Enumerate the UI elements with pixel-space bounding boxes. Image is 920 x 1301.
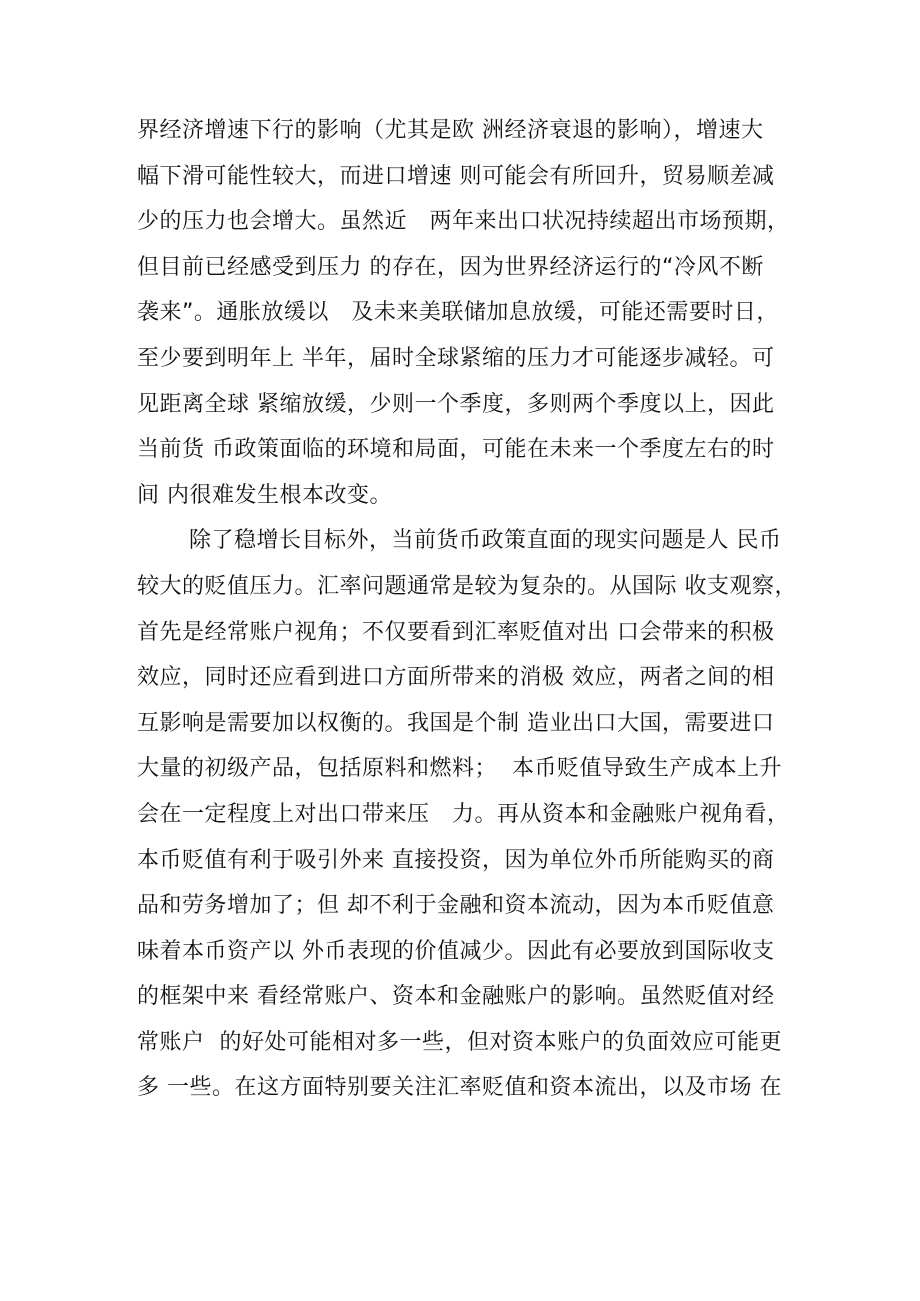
text-line: 但目前已经感受到压力 的存在，因为世界经济运行的“冷风不断 <box>137 254 764 280</box>
text-line: 首先是经常账户视角；不仅要看到汇率贬值对出 口会带来的积极 <box>137 619 775 645</box>
text-line: 的框架中来 看经常账户、资本和金融账户的影响。虽然贬值对经 <box>137 984 775 1010</box>
text-line: 幅下滑可能性较大，而进口增速 则可能会有所回升，贸易顺差减 <box>137 163 775 189</box>
text-line: 至少要到明年上 半年，届时全球紧缩的压力才可能逐步减轻。可 <box>137 345 775 371</box>
text-line: 本币贬值有利于吸引外来 直接投资，因为单位外币所能购买的商 <box>137 847 775 873</box>
text-line: 少的压力也会增大。虽然近 两年来出口状况持续超出市场预期， <box>137 209 790 235</box>
text-line: 常账户 的好处可能相对多一些，但对资本账户的负面效应可能更 <box>137 1029 782 1055</box>
text-line: 会在一定程度上对出口带来压 力。再从资本和金融账户视角看， <box>137 801 790 827</box>
text-line: 较大的贬值压力。汇率问题通常是较为复杂的。从国际 收支观察， <box>137 573 797 599</box>
text-line: 味着本币资产以 外币表现的价值减少。因此有必要放到国际收支 <box>137 938 775 964</box>
paragraph-2 <box>137 518 797 1111</box>
body-text <box>137 108 797 1111</box>
paragraph-1 <box>137 108 797 518</box>
text-line: 效应，同时还应看到进口方面所带来的消极 效应，两者之间的相 <box>137 665 775 691</box>
text-line: 袭来”。通胀放缓以 及未来美联储加息放缓，可能还需要时日， <box>137 300 779 326</box>
text-line: 当前货 币政策面临的环境和局面，可能在未来一个季度左右的时 <box>137 437 775 463</box>
text-line: 间 内很难发生根本改变。 <box>137 482 392 508</box>
text-line: 品和劳务增加了；但 却不利于金融和资本流动，因为本币贬值意 <box>137 893 775 919</box>
text-line: 多 一些。在这方面特别要关注汇率贬值和资本流出，以及市场 在 <box>137 1075 782 1101</box>
text-line: 除了稳增长目标外，当前货币政策直面的现实问题是人 民币 <box>189 528 782 554</box>
text-line: 见距离全球 紧缩放缓，少则一个季度，多则两个季度以上，因此 <box>137 391 775 417</box>
text-line: 互影响是需要加以权衡的。我国是个制 造业出口大国，需要进口 <box>137 710 775 736</box>
text-line: 界经济增速下行的影响（尤其是欧 洲经济衰退的影响），增速大 <box>137 118 764 143</box>
text-line: 大量的初级产品，包括原料和燃料； 本币贬值导致生产成本上升 <box>137 756 782 782</box>
